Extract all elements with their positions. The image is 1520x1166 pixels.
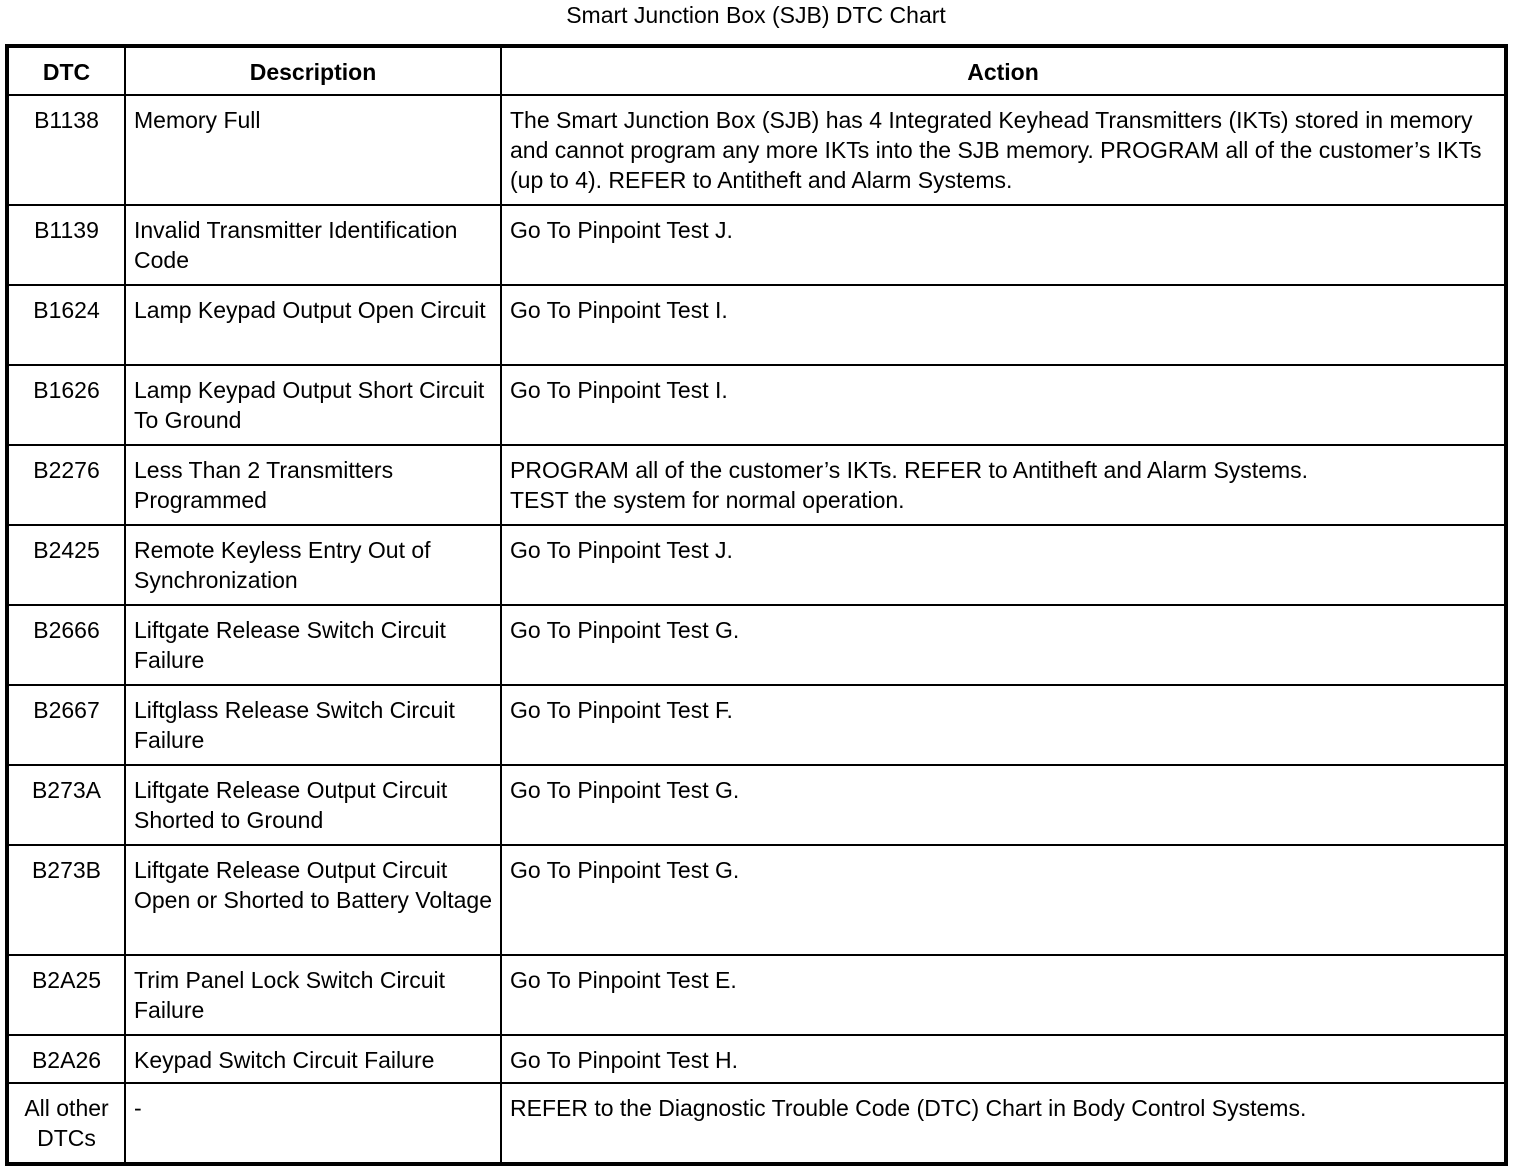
dtc-action: [501, 445, 1506, 525]
dtc-code: B1626: [7, 365, 125, 445]
dtc-code: B2A26: [7, 1035, 125, 1083]
dtc-action: [501, 1035, 1506, 1083]
dtc-description: Remote Keyless Entry Out of Synchronization: [125, 525, 501, 605]
dtc-action: [501, 845, 1506, 955]
action-text: Go To Pinpoint Test J.: [510, 217, 733, 243]
dtc-code: B1138: [7, 95, 125, 205]
table-row: [7, 605, 1506, 685]
action-text: REFER to the Diagnostic Trouble Code (DTC) Chart in Body Control Systems.: [510, 1095, 1307, 1121]
table-row: [7, 765, 1506, 845]
dtc-code: B1624: [7, 285, 125, 365]
table-header-row: [7, 46, 1506, 95]
action-text: Go To Pinpoint Test I.: [510, 377, 728, 403]
dtc-action: [501, 525, 1506, 605]
dtc-action: [501, 605, 1506, 685]
dtc-action: [501, 1083, 1506, 1164]
action-text: Go To Pinpoint Test G.: [510, 777, 740, 803]
table-row: [7, 445, 1506, 525]
table-row: [7, 685, 1506, 765]
dtc-code: B2667: [7, 685, 125, 765]
action-text: Go To Pinpoint Test I.: [510, 297, 728, 323]
dtc-description: Liftgate Release Switch Circuit Failure: [125, 605, 501, 685]
table-row: [7, 365, 1506, 445]
header-dtc: DTC: [7, 46, 125, 95]
dtc-code: All other DTCs: [7, 1083, 125, 1164]
dtc-description: Less Than 2 Transmitters Programmed: [125, 445, 501, 525]
dtc-action: [501, 95, 1506, 205]
action-text: Go To Pinpoint Test G.: [510, 857, 740, 883]
page-title: Smart Junction Box (SJB) DTC Chart: [566, 2, 946, 28]
table-row: [7, 205, 1506, 285]
table-row: [7, 955, 1506, 1035]
table-row: [7, 1083, 1506, 1164]
dtc-action: [501, 205, 1506, 285]
header-description: Description: [125, 46, 501, 95]
action-text: PROGRAM all of the customer’s IKTs. REFER to Antitheft and Alarm Systems.: [510, 457, 1309, 483]
action-text: Go To Pinpoint Test J.: [510, 537, 733, 563]
dtc-code: B2A25: [7, 955, 125, 1035]
dtc-description: Liftglass Release Switch Circuit Failure: [125, 685, 501, 765]
dtc-code: B273B: [7, 845, 125, 955]
dtc-description: Keypad Switch Circuit Failure: [125, 1035, 501, 1083]
dtc-action: [501, 685, 1506, 765]
dtc-code: B273A: [7, 765, 125, 845]
table-row: [7, 285, 1506, 365]
action-text: Go To Pinpoint Test G.: [510, 617, 740, 643]
dtc-description: Invalid Transmitter Identification Code: [125, 205, 501, 285]
dtc-description: Memory Full: [125, 95, 501, 205]
dtc-description: Lamp Keypad Output Short Circuit To Ground: [125, 365, 501, 445]
dtc-code: B1139: [7, 205, 125, 285]
table-row: [7, 95, 1506, 205]
dtc-description: Trim Panel Lock Switch Circuit Failure: [125, 955, 501, 1035]
action-text: Go To Pinpoint Test E.: [510, 967, 737, 993]
dtc-table: [5, 44, 1508, 1166]
table-row: [7, 525, 1506, 605]
header-action: Action: [501, 46, 1506, 95]
dtc-action: [501, 765, 1506, 845]
dtc-code: B2666: [7, 605, 125, 685]
table-row: [7, 1035, 1506, 1083]
dtc-description: Liftgate Release Output Circuit Shorted to Ground: [125, 765, 501, 845]
dtc-code: B2276: [7, 445, 125, 525]
dtc-action: [501, 365, 1506, 445]
dtc-description: Lamp Keypad Output Open Circuit: [125, 285, 501, 365]
action-text: Go To Pinpoint Test H.: [510, 1047, 739, 1073]
dtc-action: [501, 955, 1506, 1035]
dtc-description: Liftgate Release Output Circuit Open or Shorted to Battery Voltage: [125, 845, 501, 955]
dtc-code: B2425: [7, 525, 125, 605]
action-text: Go To Pinpoint Test F.: [510, 697, 733, 723]
action-text: TEST the system for normal operation.: [510, 487, 905, 513]
table-row: [7, 845, 1506, 955]
dtc-description: -: [125, 1083, 501, 1164]
action-text: The Smart Junction Box (SJB) has 4 Integrated Keyhead Transmitters (IKTs) stored in memory and cannot program any more IKTs into the SJB memory. PROGRAM all of the customer’s IKTs (up to 4). REFER to Antitheft and Alarm Systems.: [510, 107, 1482, 193]
dtc-action: [501, 285, 1506, 365]
